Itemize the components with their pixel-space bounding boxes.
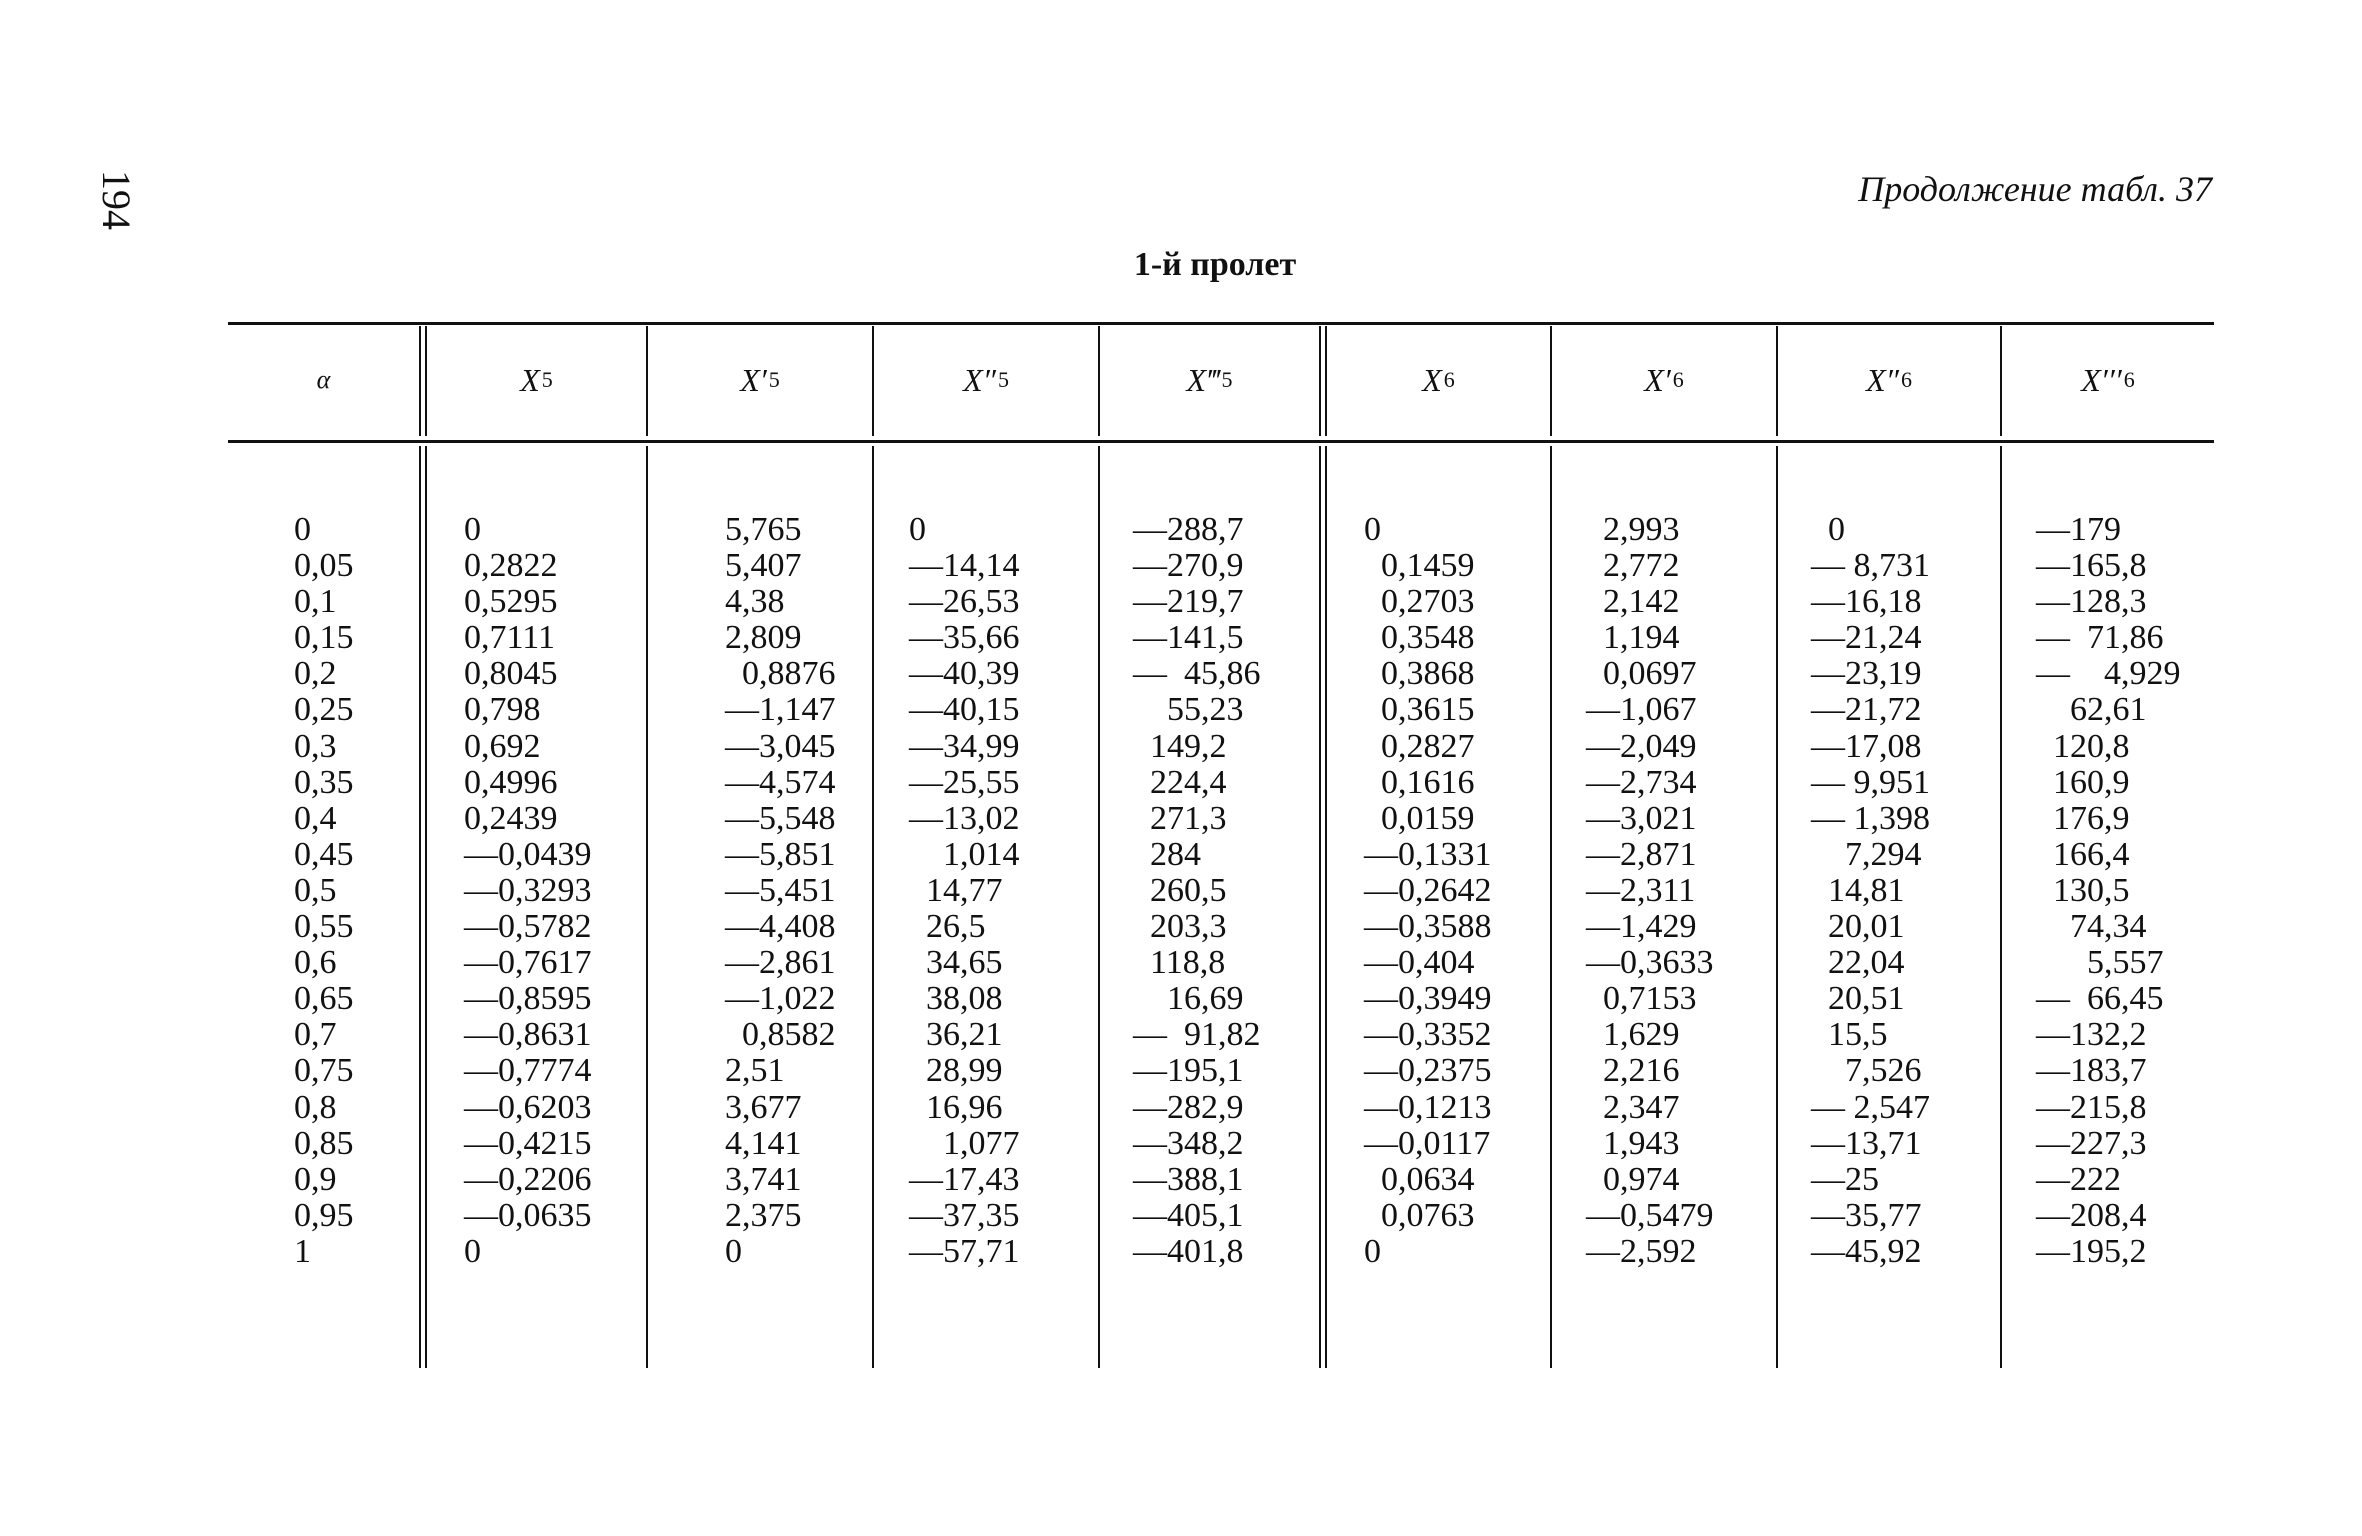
table-cell: 0,2703 [1364, 583, 1475, 621]
table-cell: 7,526 [1811, 1052, 1922, 1090]
table-cell: 0,2439 [464, 799, 558, 837]
table-cell: 20,51 [1811, 980, 1905, 1018]
table-cell: 36,21 [909, 1016, 1003, 1054]
table-cell: 28,99 [909, 1052, 1003, 1090]
table-cell: —3,021 [1586, 799, 1697, 837]
table-cell: — 4,929 [2036, 655, 2181, 693]
table-cell: —388,1 [1133, 1160, 1244, 1198]
table-cell: 1,194 [1586, 619, 1680, 657]
table-cell: 0,0697 [1586, 655, 1697, 693]
column-x6-triple-prime [2036, 512, 2181, 1270]
table-cell: 2,375 [725, 1196, 802, 1234]
table-cell: —0,3633 [1586, 944, 1714, 982]
table-cell: —141,5 [1133, 619, 1244, 657]
table-cell: —17,43 [909, 1160, 1020, 1198]
table-cell: — 45,86 [1133, 655, 1261, 693]
table-cell: 55,23 [1133, 691, 1244, 729]
table-cell: —45,92 [1811, 1232, 1922, 1270]
table-cell: —183,7 [2036, 1052, 2147, 1090]
table-cell: —35,66 [909, 619, 1020, 657]
table-cell: 0,798 [464, 691, 541, 729]
table-cell: 0 [909, 511, 926, 548]
table-cell: —0,8595 [464, 980, 592, 1018]
header-x5: X 5 [520, 361, 553, 398]
table-cell: 0 [1364, 1232, 1381, 1270]
table-cell: —0,1213 [1364, 1088, 1492, 1126]
table-cell: 5,557 [2036, 944, 2164, 982]
table-cell: 0,25 [294, 691, 354, 729]
table-cell: —4,574 [725, 763, 836, 801]
table-cell: 34,65 [909, 944, 1003, 982]
table-cell: — 9,951 [1811, 763, 1930, 801]
table-cell: 0,35 [294, 763, 354, 801]
table-cell: 3,677 [725, 1088, 802, 1126]
table-cell: —0,2206 [464, 1160, 592, 1198]
table-cell: 5,765 [725, 511, 802, 548]
table-cell: 0,2822 [464, 547, 558, 585]
table-cell: 1,943 [1586, 1124, 1680, 1162]
table-cell: —4,408 [725, 908, 836, 946]
table-cell: 0,4 [294, 799, 337, 837]
table-cell: —14,14 [909, 547, 1020, 585]
table-cell: 0,6 [294, 944, 337, 982]
table-cell: 0,45 [294, 835, 354, 873]
column-x5 [464, 512, 592, 1270]
table-cell: 14,77 [909, 871, 1003, 909]
column-divider [1550, 446, 1552, 1368]
table-cell: 15,5 [1811, 1016, 1888, 1054]
table-cell: 0,5295 [464, 583, 558, 621]
table-cell: —0,8631 [464, 1016, 592, 1054]
table-cell: 0 [725, 1232, 742, 1270]
table-cell: 4,38 [725, 583, 785, 621]
table-cell: —25,55 [909, 763, 1020, 801]
table-cell: —5,851 [725, 835, 836, 873]
column-x5-triple-prime [1133, 512, 1261, 1270]
table-cell: —16,18 [1811, 583, 1922, 621]
table-cell: —227,3 [2036, 1124, 2147, 1162]
table-cell: 22,04 [1811, 944, 1905, 982]
table-cell: 0,7 [294, 1016, 337, 1054]
table-cell: 0,7153 [1586, 980, 1697, 1018]
table-cell: 0 [294, 511, 311, 548]
table-cell: 5,407 [725, 547, 802, 585]
table-cell: —2,871 [1586, 835, 1697, 873]
table-cell: 0 [464, 511, 481, 548]
page-number: 194 [94, 170, 139, 230]
table-cell: —26,53 [909, 583, 1020, 621]
table-cell: 0,8876 [725, 655, 836, 693]
table-cell: 260,5 [1133, 871, 1227, 909]
table-cell: 0,0634 [1364, 1160, 1475, 1198]
table-cell: 2,993 [1586, 511, 1680, 548]
table-cell: 0 [464, 1232, 481, 1270]
table-cell: 149,2 [1133, 727, 1227, 765]
table-cell: — 2,547 [1811, 1088, 1930, 1126]
column-divider [646, 446, 648, 1368]
table-cell: —2,592 [1586, 1232, 1697, 1270]
header-alpha: α [316, 365, 331, 394]
table-cell: 14,81 [1811, 871, 1905, 909]
table-cell: —2,861 [725, 944, 836, 982]
table-cell: —1,022 [725, 980, 836, 1018]
table-cell: —0,6203 [464, 1088, 592, 1126]
table-cell: 0,5 [294, 871, 337, 909]
table-cell: —2,734 [1586, 763, 1697, 801]
table-cell: 0,8045 [464, 655, 558, 693]
table-cell: —23,19 [1811, 655, 1922, 693]
table-cell: 118,8 [1133, 944, 1226, 982]
span-subtitle: 1-й пролет [1133, 246, 1297, 283]
table-cell: —0,2642 [1364, 871, 1492, 909]
table-cell: 2,51 [725, 1052, 785, 1090]
table-cell: 120,8 [2036, 727, 2130, 765]
column-divider [1319, 326, 1327, 436]
table-cell: 7,294 [1811, 835, 1922, 873]
table-cell: —128,3 [2036, 583, 2147, 621]
table-cell: —0,5479 [1586, 1196, 1714, 1234]
table-cell: 0,15 [294, 619, 354, 657]
table-cell: —34,99 [909, 727, 1020, 765]
table-cell: —132,2 [2036, 1016, 2147, 1054]
table-cell: — 66,45 [2036, 980, 2164, 1018]
table-cell: —1,067 [1586, 691, 1697, 729]
table-cell: —5,548 [725, 799, 836, 837]
column-x6 [1364, 512, 1492, 1270]
table-cell: 74,34 [2036, 908, 2147, 946]
table-cell: — 71,86 [2036, 619, 2164, 657]
table-cell: 0,2827 [1364, 727, 1475, 765]
table-cell: 0,1459 [1364, 547, 1475, 585]
table-cell: 0,0159 [1364, 799, 1475, 837]
table-cell: —222 [2036, 1160, 2121, 1198]
table-cell: 2,809 [725, 619, 802, 657]
header-x6-prime: X′ 6 [1644, 361, 1684, 398]
table-cell: —195,1 [1133, 1052, 1244, 1090]
table-cell: 0,3868 [1364, 655, 1475, 693]
column-divider [1319, 446, 1327, 1368]
column-x5-prime [725, 512, 836, 1270]
column-x6-double-prime [1811, 512, 1930, 1270]
table-cell: —0,3588 [1364, 908, 1492, 946]
table-cell: —13,02 [909, 799, 1020, 837]
column-alpha [294, 512, 354, 1270]
table-cell: —0,4215 [464, 1124, 592, 1162]
header-bottom-rule [228, 440, 2214, 443]
table-cell: —288,7 [1133, 511, 1244, 548]
header-x5-double-prime: X″ 5 [963, 361, 1009, 398]
header-x6-double-prime: X″ 6 [1866, 361, 1912, 398]
table-cell: —195,2 [2036, 1232, 2147, 1270]
table-cell: 62,61 [2036, 691, 2147, 729]
table-cell: 0,75 [294, 1052, 354, 1090]
header-x6: X 6 [1422, 361, 1455, 398]
table-cell: —0,3352 [1364, 1016, 1492, 1054]
table-cell: — 91,82 [1133, 1016, 1261, 1054]
table-cell: 130,5 [2036, 871, 2130, 909]
table-cell: —0,0117 [1364, 1124, 1491, 1162]
table-cell: —40,39 [909, 655, 1020, 693]
table-cell: —21,24 [1811, 619, 1922, 657]
column-x6-prime [1586, 512, 1714, 1270]
table-cell: —165,8 [2036, 547, 2147, 585]
column-divider [1776, 446, 1778, 1368]
table-cell: —0,404 [1364, 944, 1475, 982]
table-cell: —0,1331 [1364, 835, 1492, 873]
table-cell: 0,8 [294, 1088, 337, 1126]
table-cell: —2,311 [1586, 871, 1696, 909]
continuation-caption: Продолжение табл. 37 [1858, 169, 2212, 209]
table-cell: —0,3293 [464, 871, 592, 909]
header-x5-triple-prime: X‴ 5 [1186, 361, 1233, 398]
table-cell: —1,429 [1586, 908, 1697, 946]
table-cell: 0,3 [294, 727, 337, 765]
table-cell: 0,1 [294, 583, 337, 621]
table-cell: —0,7774 [464, 1052, 592, 1090]
table-cell: —1,147 [725, 691, 836, 729]
table-cell: 284 [1133, 835, 1201, 873]
table-cell: —2,049 [1586, 727, 1697, 765]
table-cell: —219,7 [1133, 583, 1244, 621]
table-cell: —282,9 [1133, 1088, 1244, 1126]
table-cell: 26,5 [909, 908, 986, 946]
table-cell: 4,141 [725, 1124, 802, 1162]
table-cell: 16,69 [1133, 980, 1244, 1018]
table-cell: —0,7617 [464, 944, 592, 982]
table-cell: 3,741 [725, 1160, 802, 1198]
table-cell: 0,0763 [1364, 1196, 1475, 1234]
table-cell: —405,1 [1133, 1196, 1244, 1234]
table-cell: 2,772 [1586, 547, 1680, 585]
table-cell: 0,65 [294, 980, 354, 1018]
table-cell: —17,08 [1811, 727, 1922, 765]
table-cell: 2,216 [1586, 1052, 1680, 1090]
table-cell: 176,9 [2036, 799, 2130, 837]
table-cell: 160,9 [2036, 763, 2130, 801]
column-divider [1098, 446, 1100, 1368]
table-cell: 2,142 [1586, 583, 1680, 621]
table-cell: 0,3615 [1364, 691, 1475, 729]
table-cell: —40,15 [909, 691, 1020, 729]
table-cell: 0,692 [464, 727, 541, 765]
table-cell: 0,4996 [464, 763, 558, 801]
header-x5-prime: X′ 5 [740, 361, 780, 398]
column-x5-double-prime [909, 512, 1020, 1270]
table-cell: —37,35 [909, 1196, 1020, 1234]
table-cell: 1,014 [909, 835, 1020, 873]
table-cell: 0 [1364, 511, 1381, 548]
table-cell: 16,96 [909, 1088, 1003, 1126]
table-cell: 38,08 [909, 980, 1003, 1018]
table-cell: 166,4 [2036, 835, 2130, 873]
table-cell: —35,77 [1811, 1196, 1922, 1234]
table-cell: — 1,398 [1811, 799, 1930, 837]
column-divider [2000, 446, 2002, 1368]
table-top-rule [228, 322, 2214, 325]
table-cell: —215,8 [2036, 1088, 2147, 1126]
table-cell: —25 [1811, 1160, 1879, 1198]
table-cell: 1,629 [1586, 1016, 1680, 1054]
table-cell: 224,4 [1133, 763, 1227, 801]
table-cell: 203,3 [1133, 908, 1227, 946]
table-cell: 0,55 [294, 908, 354, 946]
table-cell: 2,347 [1586, 1088, 1680, 1126]
table-cell: —0,3949 [1364, 980, 1492, 1018]
table-cell: 0,85 [294, 1124, 354, 1162]
table-cell: —348,2 [1133, 1124, 1244, 1162]
table-cell: —21,72 [1811, 691, 1922, 729]
table-cell: —57,71 [909, 1232, 1020, 1270]
table-cell: 0,05 [294, 547, 354, 585]
column-divider [419, 446, 427, 1368]
table-cell: —401,8 [1133, 1232, 1244, 1270]
table-cell: —13,71 [1811, 1124, 1922, 1162]
table-cell: —0,5782 [464, 908, 592, 946]
table-cell: 271,3 [1133, 799, 1227, 837]
table-cell: — 8,731 [1811, 547, 1930, 585]
table-cell: —0,2375 [1364, 1052, 1492, 1090]
table-cell: —5,451 [725, 871, 836, 909]
table-cell: —0,0635 [464, 1196, 592, 1234]
table-cell: 0,3548 [1364, 619, 1475, 657]
table-cell: 1,077 [909, 1124, 1020, 1162]
table-cell: 20,01 [1811, 908, 1905, 946]
table-cell: 0,9 [294, 1160, 337, 1198]
header-x6-triple-prime: X′′′ 6 [2081, 361, 2135, 398]
table-cell: 0,95 [294, 1196, 354, 1234]
table-cell: —3,045 [725, 727, 836, 765]
table-cell: 0,7111 [464, 619, 555, 657]
table-cell: —179 [2036, 511, 2121, 548]
data-table [228, 322, 2214, 1368]
table-cell: 0,1616 [1364, 763, 1475, 801]
table-cell: 0,974 [1586, 1160, 1680, 1198]
table-cell: 0,8582 [725, 1016, 836, 1054]
column-divider [419, 326, 427, 436]
column-divider [872, 446, 874, 1368]
table-cell: 0,2 [294, 655, 337, 693]
table-cell: —208,4 [2036, 1196, 2147, 1234]
table-cell: —270,9 [1133, 547, 1244, 585]
table-cell: —0,0439 [464, 835, 592, 873]
table-cell: 0 [1811, 511, 1845, 548]
table-cell: 1 [294, 1232, 311, 1270]
